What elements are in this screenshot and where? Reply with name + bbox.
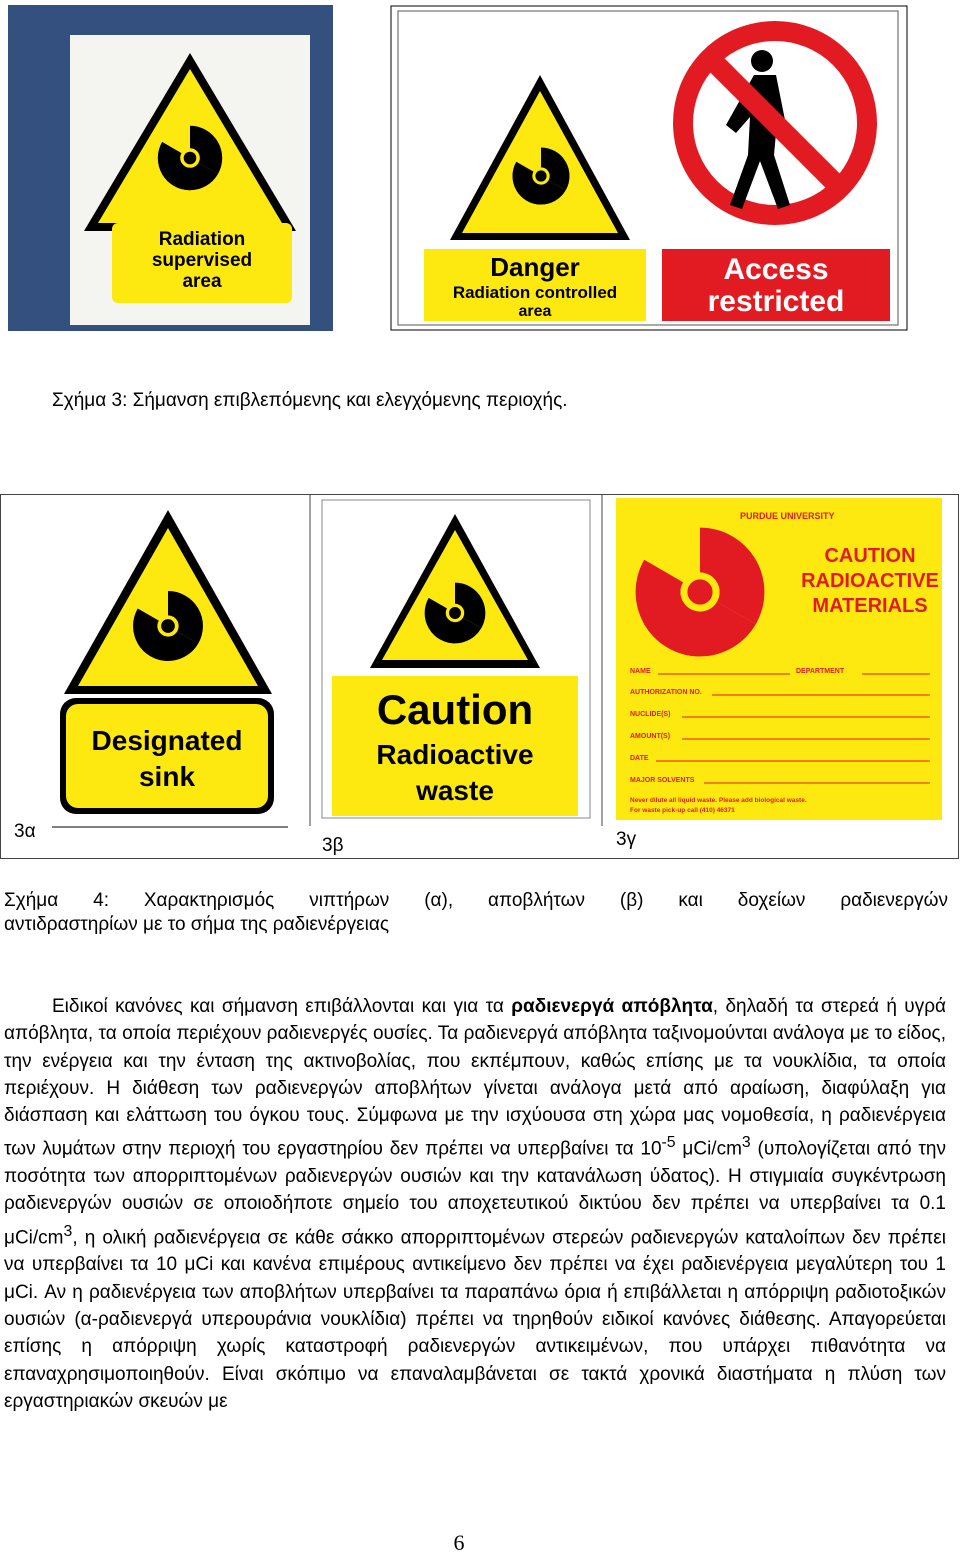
sign-text-line3: waste	[416, 775, 494, 806]
sign-text-line3: area	[182, 271, 222, 292]
sign-radiation-supervised-area	[8, 5, 333, 331]
field-amounts: AMOUNT(S)	[630, 733, 671, 740]
figure-4	[0, 492, 960, 862]
sign-text-line2: supervised	[151, 250, 253, 271]
label-text-materials: MATERIALS	[812, 595, 928, 617]
paragraph-bold-term: ραδιενεργά απόβλητα	[511, 996, 713, 1017]
superscript-1: -5	[661, 1134, 676, 1152]
label-footer-1: Never dilute all liquid waste. Please add biological waste.	[630, 797, 807, 804]
page-number: 6	[453, 1530, 465, 1555]
paragraph-text-2: μCi/cm	[675, 1138, 742, 1160]
sign-text-access: Access	[723, 253, 829, 286]
paragraph-text-3: (υπολογίζεται από την ποσότητα των απορριπτομένων ραδιενεργών ουσιών και την κατανάλωση ύδατος). Η στιγμιαία συγκέντρωση ραδιενεργών ουσιών σε οποιοδήποτε σημείο του αποχετευτικού δικτύου δεν πρέπει να υπερβαίνει τα 0.1 μCi/cm	[4, 1138, 946, 1249]
superscript-2: 3	[741, 1134, 751, 1152]
field-nuclides: NUCLIDE(S)	[630, 711, 671, 718]
sign-caution-radioactive-waste	[322, 500, 590, 818]
label-text-radioactive: RADIOACTIVE	[801, 570, 939, 592]
sign-text-line1: Designated	[91, 725, 243, 756]
label-footer-2: For waste pick-up call (410) 46371	[630, 807, 735, 814]
figure-4-caption-line2: αντιδραστηρίων με το σήμα της ραδιενέργειας	[4, 914, 389, 935]
field-major-solvents: MAJOR SOLVENTS	[630, 777, 695, 784]
label-caution-radioactive-materials	[616, 498, 942, 820]
paragraph-text-1: , δηλαδή τα στερεά ή υγρά απόβλητα, τα οποία περιέχουν ραδιενεργές ουσίες. Τα ραδιενεργά απόβλητα ταξινομούνται ανάλογα με το είδος, την ενέργεια και την ένταση της ακτινοβολίας, που εκπέμπουν, καθώς επίσης με τα νουκλίδια, τα οποία περιέχουν. Η διάθεση των ραδιενεργών αποβλήτων γίνεται ανάλογα μετά από αραίωση, διαφύλαξη για διάσπαση και ελάττωση του όγκου τους. Σύμφωνα με την ισχύουσα στη χώρα μας νομοθεσία, η ραδιενέργεια των λυμάτων στην περιοχή του εργαστηρίου δεν πρέπει να υπερβαίνει τα 10	[4, 996, 946, 1160]
figure-4-caption	[4, 889, 948, 937]
paragraph-text-4: , η ολική ραδιενέργεια σε κάθε σάκκο απορριπτομένων στερεών ραδιενεργών καταλοίπων δεν πρέπει να υπερβαίνει τα 10 μCi και κανένα επιμέρους αντικείμενο δεν πρέπει να έχει ραδιενέργεια μεγαλύτερη του 1 μCi. Αν η ραδιενέργεια των αποβλήτων υπερβαίνει τα παραπάνω όρια ή επιβάλλεται η απόρριψη ραδιοτοξικών ουσιών (α-ραδιενεργά υπερουράνια νουκλίδια) πρέπει να τηρηθούν ειδικοί κανόνες διάθεσης. Απαγορεύεται επίσης η απόρριψη χωρίς καταστροφή ραδιενεργών αντικειμένων, που υπάρχει πιθανότητα να επαναχρησιμοποιηθούν. Είναι σκόπιμο να επαναλαμβάνεται σε τακτά χρονικά διαστήματα η πλύση των εργαστηριακών σκευών με	[4, 1227, 946, 1412]
sign-text-line2: Radioactive	[376, 739, 534, 770]
sign-text-line2: sink	[138, 761, 196, 792]
no-pedestrian-icon	[683, 31, 867, 215]
superscript-3: 3	[63, 1222, 73, 1240]
field-authorization: AUTHORIZATION NO.	[630, 689, 702, 696]
sign-text-caution: Caution	[376, 686, 534, 733]
field-date: DATE	[630, 755, 649, 762]
figure-4-caption-line1: Σχήμα 4: Χαρακτηρισμός νιπτήρων (α), αποβλήτων (β) και δοχείων ραδιενεργών	[4, 890, 948, 911]
figure-4-label-b: 3β	[322, 835, 344, 856]
sign-text-line2: Radiation controlled	[452, 283, 618, 302]
sign-danger-access-restricted	[390, 5, 908, 331]
field-name: NAME	[630, 668, 651, 675]
label-text-caution: CAUTION	[824, 545, 916, 567]
sign-text-danger: Danger	[490, 252, 580, 282]
label-header: PURDUE UNIVERSITY	[740, 511, 835, 521]
body-paragraph	[4, 993, 946, 1415]
figure-4-label-a: 3α	[14, 821, 36, 842]
field-department: DEPARTMENT	[796, 668, 845, 675]
figure-3-caption: Σχήμα 3: Σήμανση επιβλεπόμενης και ελεγχόμενης περιοχής.	[52, 390, 568, 411]
sign-text-restricted: restricted	[707, 285, 845, 318]
figure-4-label-c: 3γ	[616, 829, 637, 850]
paragraph-intro: Ειδικοί κανόνες και σήμανση επιβάλλονται και για τα	[52, 996, 512, 1017]
sign-designated-sink	[60, 510, 274, 814]
figure-3	[8, 5, 908, 335]
sign-text-line3: area	[518, 303, 552, 320]
sign-text-line1: Radiation	[158, 229, 246, 250]
